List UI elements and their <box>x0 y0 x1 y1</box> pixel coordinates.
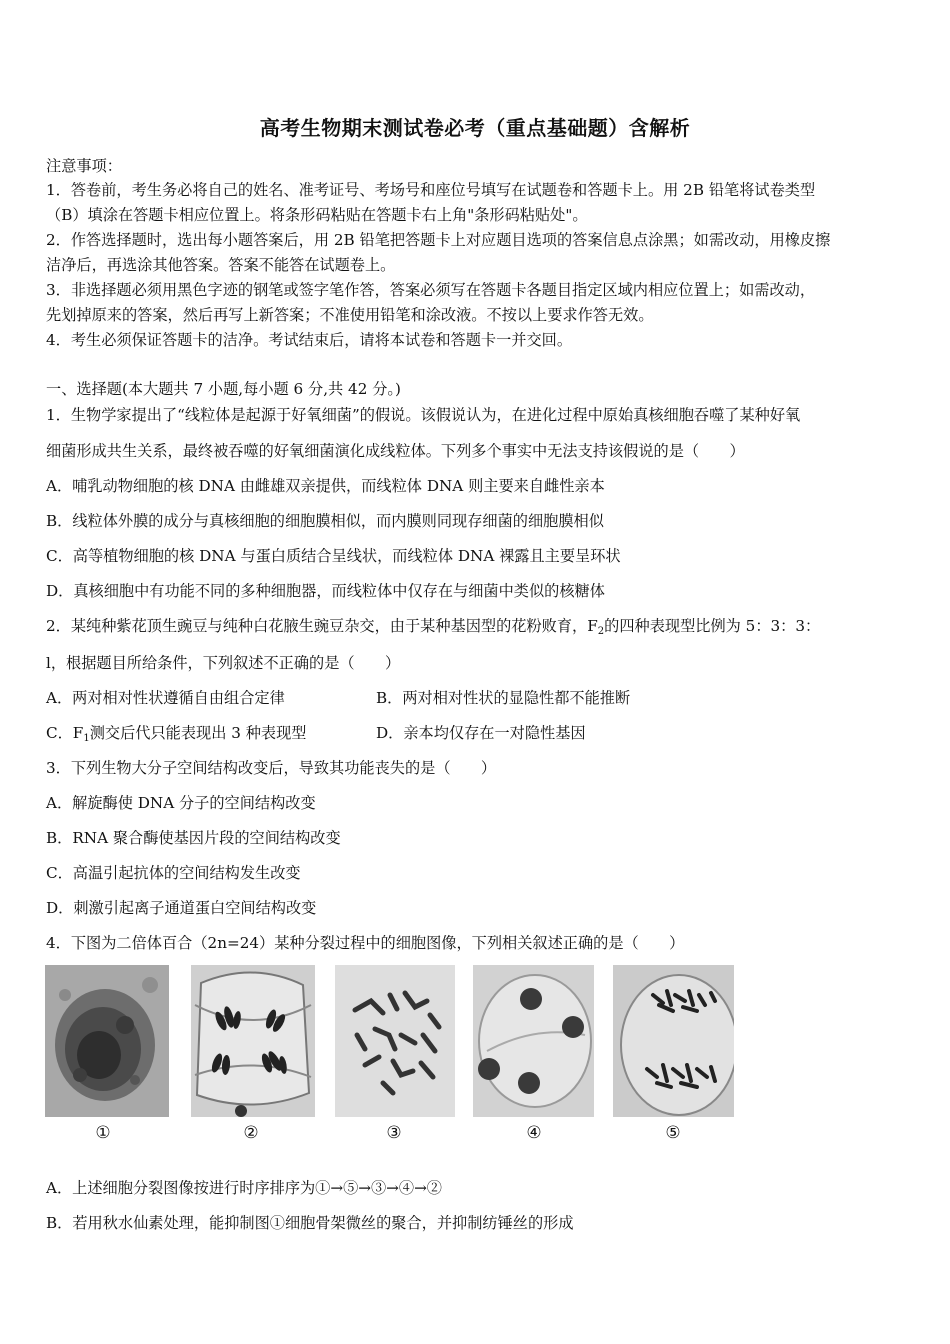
q2-stem-pre: 2．某纯种紫花顶生豌豆与纯种白花腋生豌豆杂交，由于某种基因型的花粉败育，F <box>46 617 598 635</box>
q2-option-d: D．亲本均仅存在一对隐性基因 <box>376 724 586 742</box>
page-title: 高考生物期末测试卷必考（重点基础题）含解析 <box>259 116 691 140</box>
caption-2: ② <box>243 1123 259 1143</box>
notice-line: 4．考生必须保证答题卡的洁净。考试结束后，请将本试卷和答题卡一并交回。 <box>46 331 573 349</box>
q1-option-c: C．高等植物细胞的核 DNA 与蛋白质结合呈线状，而线粒体 DNA 裸露且主要呈环状 <box>46 547 621 565</box>
notice-heading: 注意事项： <box>46 157 122 175</box>
notice-line: 3．非选择题必须用黑色字迹的钢笔或签字笔作答，答案必须写在答题卡各题目指定区域内相应位置上；如需改动， <box>46 281 816 299</box>
micrograph-4 <box>473 965 594 1117</box>
q3-option-b: B．RNA 聚合酶使基因片段的空间结构改变 <box>46 829 341 847</box>
q2-option-c <box>46 724 307 742</box>
q2-options-row2 <box>46 722 586 744</box>
q2-stem-sub: 2 <box>597 626 605 637</box>
q4-stem: 4．下图为二倍体百合（2n=24）某种分裂过程中的细胞图像，下列相关叙述正确的是（ ） <box>46 934 685 952</box>
micrograph-5 <box>613 965 734 1117</box>
q3-stem: 3．下列生物大分子空间结构改变后，导致其功能丧失的是（ ） <box>46 759 497 777</box>
q3-option-d: D．刺激引起离子通道蛋白空间结构改变 <box>46 899 317 917</box>
q2-option-c-sub: 1 <box>83 733 90 744</box>
micrograph-2 <box>191 965 315 1117</box>
notice-line: （B）填涂在答题卡相应位置上。将条形码粘贴在答题卡右上角"条形码粘贴处"。 <box>46 206 588 224</box>
q4-option-a: A．上述细胞分裂图像按进行时序排序为①→⑤→③→④→② <box>46 1179 442 1197</box>
q1-stem: 1．生物学家提出了“线粒体是起源于好氧细菌”的假说。该假说认为，在进化过程中原始真核细胞吞噬了某种好氧 <box>46 406 801 424</box>
q2-stem <box>46 615 820 637</box>
q2-options-row1 <box>46 687 631 708</box>
caption-4: ④ <box>526 1123 542 1143</box>
q2-option-b: B．两对相对性状的显隐性都不能推断 <box>376 689 631 707</box>
q3-option-c: C．高温引起抗体的空间结构发生改变 <box>46 864 301 882</box>
q1-option-a: A．哺乳动物细胞的核 DNA 由雌雄双亲提供，而线粒体 DNA 则主要来自雌性亲本 <box>46 477 605 495</box>
q2-option-c-post: 测交后代只能表现出 3 种表现型 <box>89 724 307 742</box>
q2-stem-post: 的四种表现型比例为 5：3：3： <box>604 617 821 635</box>
notice-line: 2．作答选择题时，选出每小题答案后，用 2B 铅笔把答题卡上对应题目选项的答案信息点涂黑；如需改动，用橡皮擦 <box>46 231 831 249</box>
q1-option-b: B．线粒体外膜的成分与真核细胞的细胞膜相似，而内膜则同现存细菌的细胞膜相似 <box>46 512 604 530</box>
caption-5: ⑤ <box>665 1123 681 1143</box>
micrograph-1 <box>45 965 169 1117</box>
notice-line: 1．答卷前，考生务必将自己的姓名、准考证号、考场号和座位号填写在试题卷和答题卡上。用 2B 铅笔将试卷类型 <box>46 181 816 199</box>
q4-option-b: B．若用秋水仙素处理，能抑制图①细胞骨架微丝的聚合，并抑制纺锤丝的形成 <box>46 1214 574 1232</box>
caption-3: ③ <box>386 1123 402 1143</box>
caption-1: ① <box>95 1123 111 1143</box>
q1-stem-cont: 细菌形成共生关系，最终被吞噬的好氧细菌演化成线粒体。下列多个事实中无法支持该假说的是（ ） <box>46 442 745 460</box>
q2-option-a: A．两对相对性状遵循自由组合定律 <box>46 689 285 707</box>
micrograph-3 <box>335 965 455 1117</box>
micrograph-row <box>0 965 950 1145</box>
q1-option-d: D．真核细胞中有功能不同的多种细胞器，而线粒体中仅存在与细菌中类似的核糖体 <box>46 582 605 600</box>
q2-option-c-pre: C．F <box>46 724 84 742</box>
section-heading: 一、选择题(本大题共 7 小题,每小题 6 分,共 42 分。) <box>46 380 401 398</box>
q2-stem-cont: l，根据题目所给条件，下列叙述不正确的是（ ） <box>46 654 401 672</box>
q3-option-a: A．解旋酶使 DNA 分子的空间结构改变 <box>46 794 316 812</box>
notice-line: 先划掉原来的答案，然后再写上新答案；不准使用铅笔和涂改液。不按以上要求作答无效。 <box>46 306 654 324</box>
notice-line: 洁净后，再选涂其他答案。答案不能答在试题卷上。 <box>46 256 396 274</box>
